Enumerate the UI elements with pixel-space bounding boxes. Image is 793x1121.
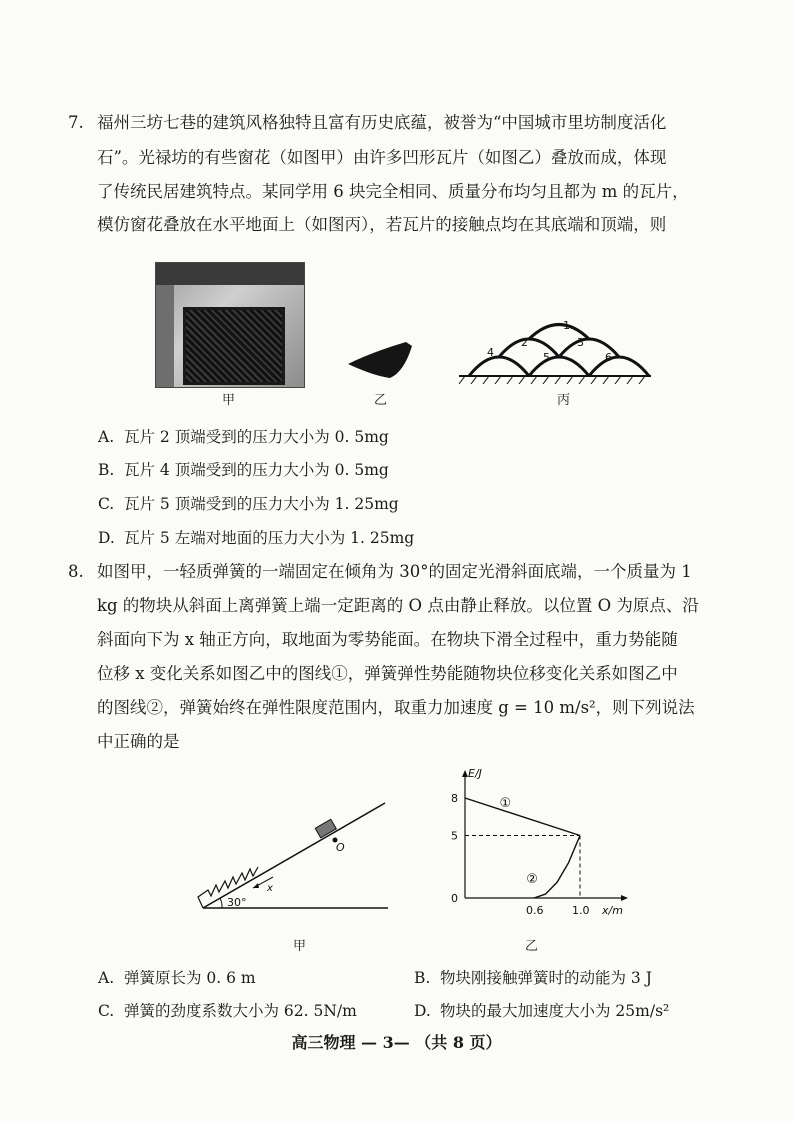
y-axis-label: E/J <box>468 767 482 780</box>
lattice-window <box>183 307 285 385</box>
option-text: 弹簧原长为 0. 6 m <box>124 969 256 987</box>
caption-fig-jia: 甲 <box>293 939 307 954</box>
x-tick-label: 1.0 <box>572 904 590 917</box>
q7-option-c[interactable] <box>98 492 399 514</box>
tile-label-5: 5 <box>543 351 550 364</box>
tile-figure <box>344 338 416 382</box>
q8-number: 8. <box>68 562 84 581</box>
x-axis-arrow <box>621 895 628 901</box>
tile-5 <box>529 357 589 376</box>
option-letter: D. <box>98 529 115 547</box>
caption-yi: 乙 <box>374 393 388 408</box>
q8-line-3: 斜面向下为 x 轴正方向，取地面为零势能面。在物块下滑全过程中，重力势能随 <box>97 630 678 649</box>
series-line-1 <box>465 795 580 836</box>
curve-label-2: ② <box>526 872 538 887</box>
option-letter: A. <box>98 969 115 987</box>
option-text: 瓦片 5 顶端受到的压力大小为 1. 25mg <box>124 495 399 513</box>
curve-label-1: ① <box>499 795 512 811</box>
q7-line-3: 了传统民居建筑特点。某同学用 6 块完全相同、质量分布均匀且都为 m 的瓦片， <box>97 182 689 201</box>
caption-fig-yi: 乙 <box>525 939 539 954</box>
origin-label: 0 <box>451 892 458 905</box>
tile-label-2: 2 <box>521 336 528 349</box>
q7-option-b[interactable] <box>98 458 389 480</box>
option-text: 瓦片 5 左端对地面的压力大小为 1. 25mg <box>124 529 415 547</box>
option-letter: C. <box>98 1002 115 1020</box>
stacked-tiles-figure <box>455 316 655 386</box>
tile-6 <box>589 357 649 376</box>
tile-shape <box>348 342 412 378</box>
y-tick-label: 8 <box>451 792 458 805</box>
tile-2 <box>499 339 559 357</box>
q8-option-c[interactable] <box>98 999 357 1021</box>
q8-option-b[interactable] <box>414 966 652 988</box>
option-text: 瓦片 2 顶端受到的压力大小为 0. 5mg <box>124 428 389 446</box>
series-line-2 <box>534 836 580 899</box>
option-text: 瓦片 4 顶端受到的压力大小为 0. 5mg <box>124 461 389 479</box>
angle-label: 30° <box>227 896 247 909</box>
page-footer: 高三物理 — 3— （共 8 页） <box>291 1033 502 1052</box>
q8-line-2: kg 的物块从斜面上离弹簧上端一定距离的 O 点由静止释放。以位置 O 为原点、沿 <box>97 596 699 615</box>
o-label: O <box>336 841 345 854</box>
energy-chart <box>440 765 640 920</box>
q7-option-a[interactable] <box>98 425 389 447</box>
q8-line-1: 如图甲，一轻质弹簧的一端固定在倾角为 30°的固定光滑斜面底端，一个质量为 1 <box>97 562 692 581</box>
incline-line <box>203 803 385 908</box>
q8-option-a[interactable] <box>98 966 256 988</box>
tile-label-3: 3 <box>577 336 584 349</box>
x-axis-label: x/m <box>602 904 623 917</box>
q7-option-d[interactable] <box>98 526 414 548</box>
q8-option-d[interactable] <box>414 999 669 1021</box>
x-tick-label: 0.6 <box>526 904 544 917</box>
caption-bing: 丙 <box>557 393 571 408</box>
option-letter: B. <box>98 461 115 479</box>
option-letter: B. <box>414 969 431 987</box>
option-text: 弹簧的劲度系数大小为 62. 5N/m <box>124 1002 357 1020</box>
block <box>315 819 336 838</box>
q8-line-5: 的图线②，弹簧始终在弹性限度范围内，取重力加速度 g = 10 m/s²，则下列说法 <box>97 698 695 717</box>
photo-window-lattice <box>155 262 305 388</box>
option-letter: A. <box>98 428 115 446</box>
q8-line-6: 中正确的是 <box>97 732 180 751</box>
option-text: 物块刚接触弹簧时的动能为 3 J <box>440 969 652 987</box>
q7-number: 7. <box>68 113 84 132</box>
option-letter: D. <box>414 1002 431 1020</box>
tile-label-4: 4 <box>487 346 494 359</box>
option-letter: C. <box>98 495 115 513</box>
incline-figure <box>195 795 395 920</box>
tile-label-6: 6 <box>605 351 612 364</box>
q7-line-4: 模仿窗花叠放在水平地面上（如图丙），若瓦片的接触点均在其底端和顶端，则 <box>97 215 667 234</box>
tile-label-1: 1 <box>563 319 570 332</box>
q8-line-4: 位移 x 变化关系如图乙中的图线①，弹簧弹性势能随物块位移变化关系如图乙中 <box>97 664 678 683</box>
q7-line-2: 石”。光禄坊的有些窗花（如图甲）由许多凹形瓦片（如图乙）叠放而成，体现 <box>97 148 667 167</box>
x-label: x <box>267 883 273 894</box>
tile-4 <box>469 357 529 376</box>
q7-line-1: 福州三坊七巷的建筑风格独特且富有历史底蕴，被誉为“中国城市里坊制度活化 <box>97 113 667 132</box>
caption-jia: 甲 <box>222 393 236 408</box>
option-text: 物块的最大加速度大小为 25m/s² <box>440 1002 670 1020</box>
y-tick-label: 5 <box>451 829 458 843</box>
